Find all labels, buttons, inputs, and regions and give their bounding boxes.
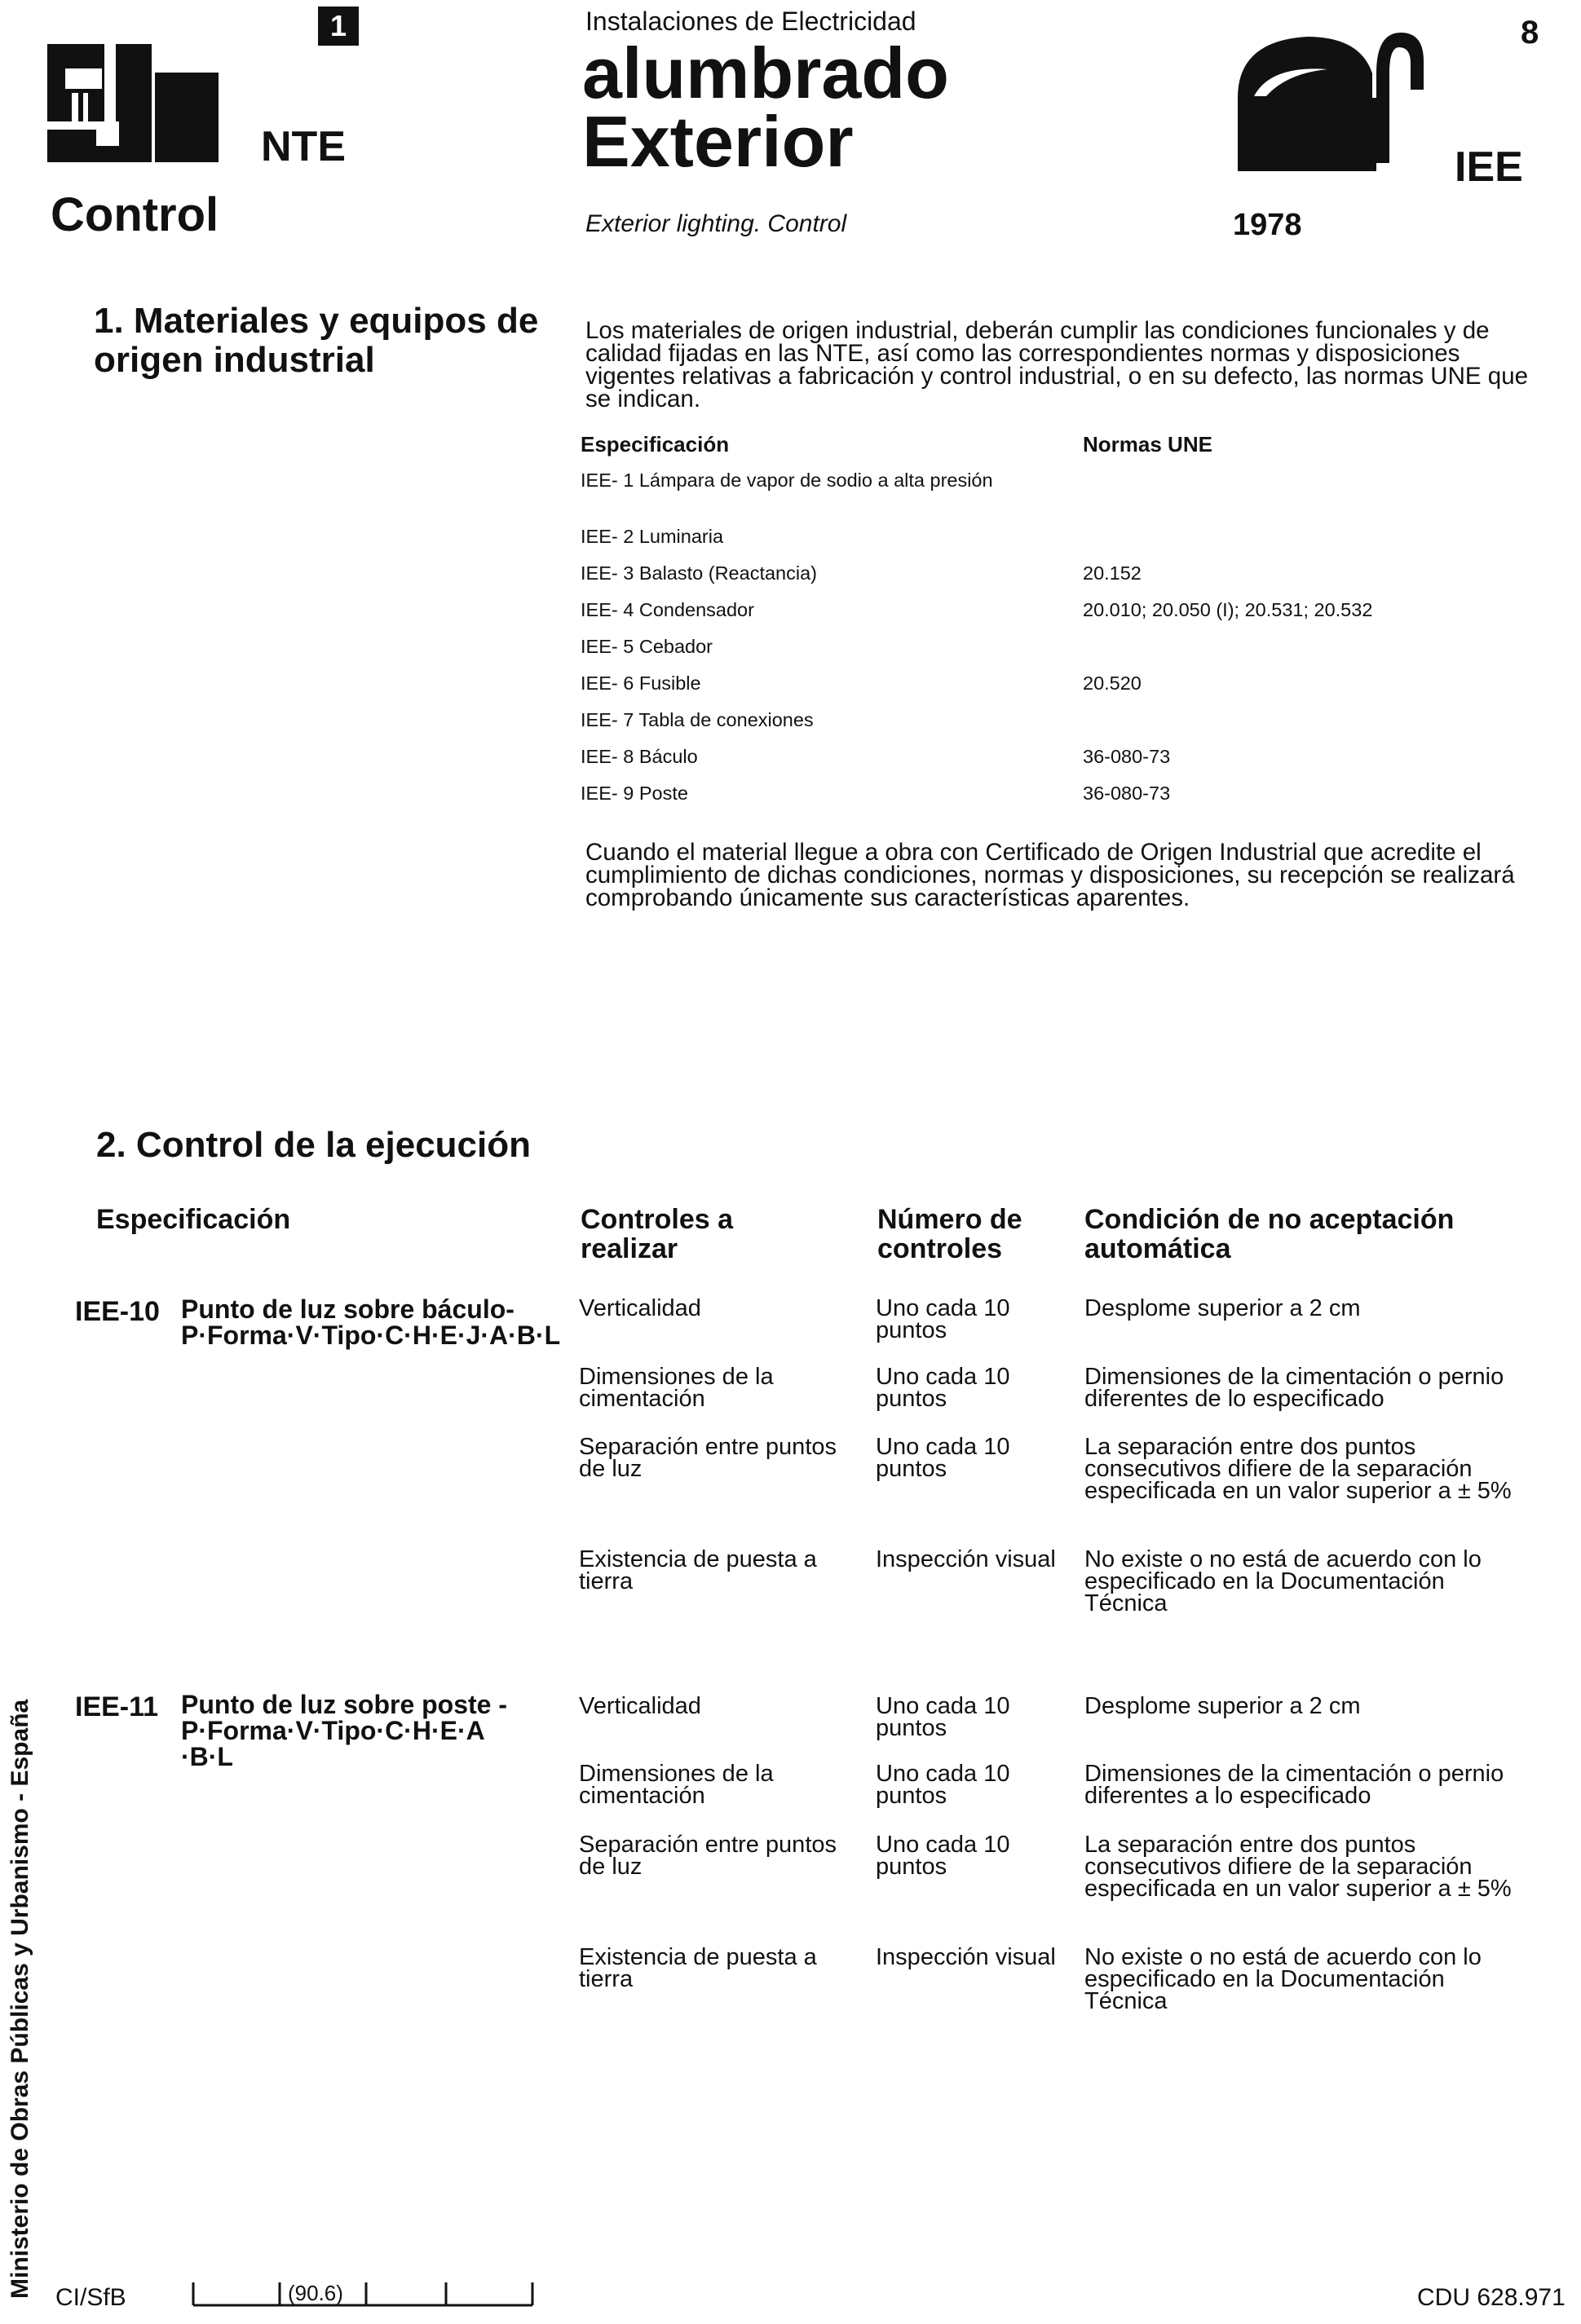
spec-name: Poste: [638, 783, 688, 804]
section1-heading: 1. Materiales y equipos de origen industrial: [94, 301, 539, 380]
control-condition: Desplome superior a 2 cm: [1084, 1295, 1361, 1321]
spec-code: IEE- 3: [581, 562, 634, 584]
control-number: Inspección visual: [876, 1944, 1056, 1970]
control-number: Uno cada 10 puntos: [876, 1693, 1010, 1741]
exec-spec-header: Especificación: [96, 1204, 291, 1235]
control-name: Existencia de puesta a tierra: [579, 1546, 817, 1594]
control-condition: No existe o no está de acuerdo con lo especificado en la Documentación Técnica: [1084, 1944, 1482, 2014]
item-name: Punto de luz sobre poste -P·Forma·V·Tipo·C·H·E·A ·B·L: [181, 1690, 508, 1771]
control-condition: Dimensiones de la cimentación o pernio diferentes de lo especificado: [1084, 1364, 1504, 1412]
control-condition: Dimensiones de la cimentación o pernio diferentes a lo especificado: [1084, 1761, 1504, 1809]
spec-norm: 36-080-73: [1083, 746, 1171, 767]
spec-norm: 20.152: [1083, 562, 1142, 584]
controls-header: Controles a realizar: [581, 1204, 734, 1264]
control-name: Dimensiones de la cimentación: [579, 1761, 774, 1809]
control-name: Existencia de puesta a tierra: [579, 1944, 817, 1992]
document-subtitle-en: Exterior lighting. Control: [585, 210, 847, 237]
spec-code: IEE- 7: [581, 709, 634, 730]
spec-code: IEE- 5: [581, 636, 634, 657]
control-name: Separación entre puntos de luz: [579, 1832, 837, 1880]
spec-name: Fusible: [638, 673, 701, 694]
control-number: Inspección visual: [876, 1546, 1056, 1572]
street-lamp-icon: [1238, 24, 1425, 171]
section1-intro: Los materiales de origen industrial, deberán cumplir las condiciones funcionales y de calidad fijadas en las NTE, así como las correspondientes normas y disposiciones vigentes relativas a fabricación y control industrial, o en su defecto, las normas UNE que se indican.: [585, 317, 1529, 412]
ministry-sidebar-text: Ministerio de Obras Públicas y Urbanismo - España: [7, 1699, 33, 2299]
condition-header: Condición de no aceptación automática: [1084, 1204, 1455, 1264]
spec-code: IEE- 1: [581, 470, 634, 491]
spec-row: [581, 562, 817, 584]
item-code: IEE-11: [75, 1691, 159, 1722]
norms-column-header: Normas UNE: [1083, 432, 1212, 456]
spec-name: Luminaria: [638, 526, 724, 547]
spec-norm: 20.010; 20.050 (I); 20.531; 20.532: [1083, 599, 1373, 620]
spec-name: Condensador: [638, 599, 754, 620]
control-number: Uno cada 10 puntos: [876, 1364, 1010, 1412]
spec-code: IEE- 9: [581, 783, 634, 804]
control-number: Uno cada 10 puntos: [876, 1295, 1010, 1343]
spec-name: Báculo: [638, 746, 698, 767]
spec-code: IEE- 2: [581, 526, 634, 547]
document-title: [582, 33, 949, 182]
spec-row: [581, 783, 688, 805]
spec-name: Lámpara de vapor de sodio a alta presión: [638, 470, 993, 491]
item-code: IEE-10: [75, 1296, 160, 1327]
spec-name: Balasto (Reactancia): [638, 562, 817, 584]
control-condition: No existe o no está de acuerdo con lo especificado en la Documentación Técnica: [1084, 1546, 1482, 1616]
document-pretitle: Instalaciones de Electricidad: [585, 7, 916, 36]
spec-name: Cebador: [638, 636, 713, 657]
spec-row: [581, 636, 713, 658]
control-name: Verticalidad: [579, 1295, 701, 1321]
control-name: Separación entre puntos de luz: [579, 1434, 837, 1482]
document-year: 1978: [1233, 208, 1302, 242]
section2-heading: 2. Control de la ejecución: [96, 1125, 532, 1165]
control-condition: La separación entre dos puntos consecutivos difiere de la separación especificada en un valor superior a ± 5%: [1084, 1434, 1512, 1504]
control-number: Uno cada 10 puntos: [876, 1761, 1010, 1809]
control-number: Uno cada 10 puntos: [876, 1832, 1010, 1880]
sheet-number: 8: [1521, 15, 1539, 51]
spec-norm: 20.520: [1083, 673, 1142, 694]
control-name: Verticalidad: [579, 1693, 701, 1719]
cisfb-code: (90.6): [288, 2281, 343, 2305]
spec-norm: 36-080-73: [1083, 783, 1171, 804]
nte-tools-logo-icon: [47, 11, 219, 162]
title-line-2: Exterior: [582, 101, 854, 182]
spec-row: [581, 746, 698, 768]
spec-row: [581, 709, 814, 731]
section-title: Control: [51, 188, 219, 241]
spec-code: IEE- 4: [581, 599, 634, 620]
spec-column-header: Especificación: [581, 432, 730, 456]
control-condition: La separación entre dos puntos consecutivos difiere de la separación especificada en un valor superior a ± 5%: [1084, 1832, 1512, 1902]
certificate-note: Cuando el material llegue a obra con Certificado de Origen Industrial que acredite el cumplimiento de dichas condiciones, normas y disposiciones, su recepción se realizará comprobando únicamente sus características aparentes.: [585, 839, 1515, 911]
control-number: Uno cada 10 puntos: [876, 1434, 1010, 1482]
spec-code: IEE- 6: [581, 673, 634, 694]
spec-row: [581, 673, 701, 695]
title-line-1: alumbrado: [582, 33, 949, 113]
spec-row: [581, 599, 754, 621]
nte-label: NTE: [261, 123, 346, 170]
number-header: Número de controles: [877, 1204, 1022, 1264]
spec-row: [581, 471, 1037, 489]
spec-row: [581, 526, 723, 548]
nte-number-badge: 1: [318, 7, 359, 46]
cdu-code: CDU 628.971: [1417, 2284, 1566, 2311]
cisfb-label: CI/SfB: [55, 2284, 126, 2311]
cisfb-box-lines: [192, 2276, 534, 2309]
document-code: IEE: [1455, 143, 1523, 191]
spec-code: IEE- 8: [581, 746, 634, 767]
control-condition: Desplome superior a 2 cm: [1084, 1693, 1361, 1719]
spec-name: Tabla de conexiones: [638, 709, 814, 730]
control-name: Dimensiones de la cimentación: [579, 1364, 774, 1412]
cisfb-classification-box: [192, 2276, 534, 2309]
item-name: Punto de luz sobre báculo-P·Forma·V·Tipo·C·H·E·J·A·B·L: [181, 1294, 561, 1350]
